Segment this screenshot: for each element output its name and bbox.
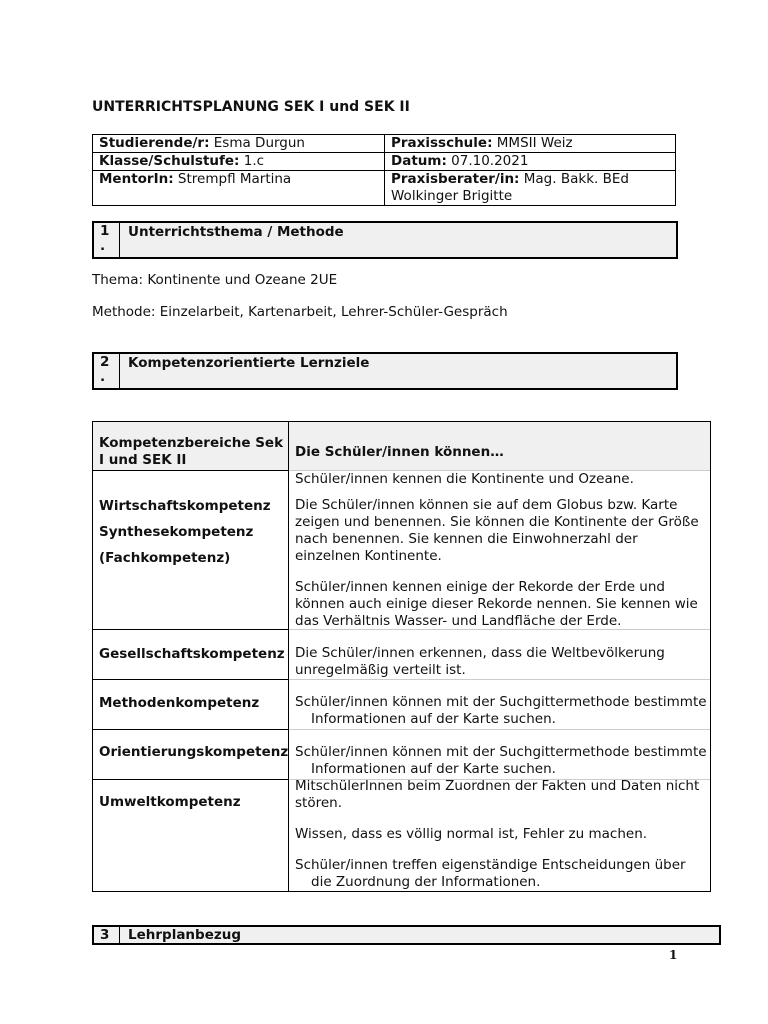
section-2-label: Kompetenzorientierte Lernziele <box>128 355 370 371</box>
section-3-label: Lehrplanbezug <box>128 927 241 943</box>
row-separator <box>92 629 289 630</box>
section-1-label: Unterrichtsthema / Methode <box>128 224 344 240</box>
kompetenz-row-4-right: Schüler/innen können mit der Suchgittermethode bestimmte Informationen auf der Karte suchen. <box>295 744 707 777</box>
studierende-value: Esma Durgun <box>213 135 305 151</box>
thema-text: Thema: Kontinente und Ozeane 2UE <box>92 272 338 288</box>
row-separator <box>289 679 710 680</box>
mentorin-value: Strempfl Martina <box>177 171 292 187</box>
table-border <box>92 891 711 892</box>
praxisschule-value: MMSII Weiz <box>496 135 573 151</box>
kompetenz-row-3-left: Methodenkompetenz <box>99 695 260 711</box>
studierende-cell: Studierende/r: Esma Durgun <box>93 135 385 153</box>
section-2-number: 2 . <box>94 354 120 388</box>
page-number: 1 <box>669 948 678 962</box>
kompetenz-row-1-left: Wirtschaftskompetenz Synthesekompetenz (Fachkompetenz) <box>99 498 271 566</box>
datum-cell: Datum: 07.10.2021 <box>385 153 676 171</box>
section-2-header <box>92 352 678 390</box>
table-border <box>92 421 711 422</box>
kompetenz-row-4-left: Orientierungskompetenz <box>99 744 289 760</box>
kompetenz-row-5-right: MitschülerInnen beim Zuordnen der Fakten und Daten nicht stören. Wissen, dass es völlig normal ist, Fehler zu machen. Schüler/innen treffen eigenständige Entscheidungen über die Zuordnung der Informationen. <box>295 778 700 890</box>
table-border <box>710 421 711 892</box>
kompetenz-header-left: Kompetenzbereiche Sek I und SEK II <box>99 435 284 468</box>
section-1-header <box>92 221 678 259</box>
kompetenz-row-3-right: Schüler/innen können mit der Suchgittermethode bestimmte Informationen auf der Karte suchen. <box>295 694 707 727</box>
row-separator <box>92 470 289 471</box>
document-title: UNTERRICHTSPLANUNG SEK I und SEK II <box>92 99 410 115</box>
methode-text: Methode: Einzelarbeit, Kartenarbeit, Lehrer-Schüler-Gespräch <box>92 304 508 320</box>
row-separator <box>289 729 710 730</box>
kompetenz-row-2-right: Die Schüler/innen erkennen, dass die Weltbevölkerung unregelmäßig verteilt ist. <box>295 645 665 678</box>
section-3-header <box>92 925 721 945</box>
table-border <box>92 421 93 892</box>
kompetenz-row-1-right: Schüler/innen kennen die Kontinente und Ozeane. Die Schüler/innen können sie auf dem Globus bzw. Karte zeigen und benennen. Sie können die Kontinente der Größe nach benennen. Sie kennen die Einwohnerzahl der einzelnen Kontinente. Schüler/innen kennen einige der Rekorde der Erde und können auch einige dieser Rekorde nennen. Sie kennen wie das Verhältnis Wasser- und Landfläche der Erde. <box>295 471 699 629</box>
section-1-number: 1 . <box>94 223 120 257</box>
klasse-cell: Klasse/Schulstufe: 1.c <box>93 153 385 171</box>
praxisschule-cell: Praxisschule: MMSII Weiz <box>385 135 676 153</box>
kompetenz-table <box>92 421 711 892</box>
row-separator <box>92 729 289 730</box>
kompetenz-header-right: Die Schüler/innen können… <box>295 444 504 460</box>
kompetenz-row-2-left: Gesellschaftskompetenz <box>99 646 285 662</box>
row-separator <box>92 779 289 780</box>
row-separator <box>92 679 289 680</box>
info-table <box>92 134 676 206</box>
mentorin-cell: MentorIn: Strempfl Martina <box>93 171 385 206</box>
table-border <box>288 421 289 892</box>
klasse-value: 1.c <box>243 153 265 169</box>
kompetenz-row-5-left: Umweltkompetenz <box>99 794 241 810</box>
section-3-number: 3 <box>94 927 120 943</box>
praxisberater-cell: Praxisberater/in: Mag. Bakk. BEd Wolkinger Brigitte <box>385 171 676 206</box>
datum-value: 07.10.2021 <box>451 153 529 169</box>
praxisberater-value: Mag. Bakk. BEd Wolkinger Brigitte <box>391 171 629 204</box>
